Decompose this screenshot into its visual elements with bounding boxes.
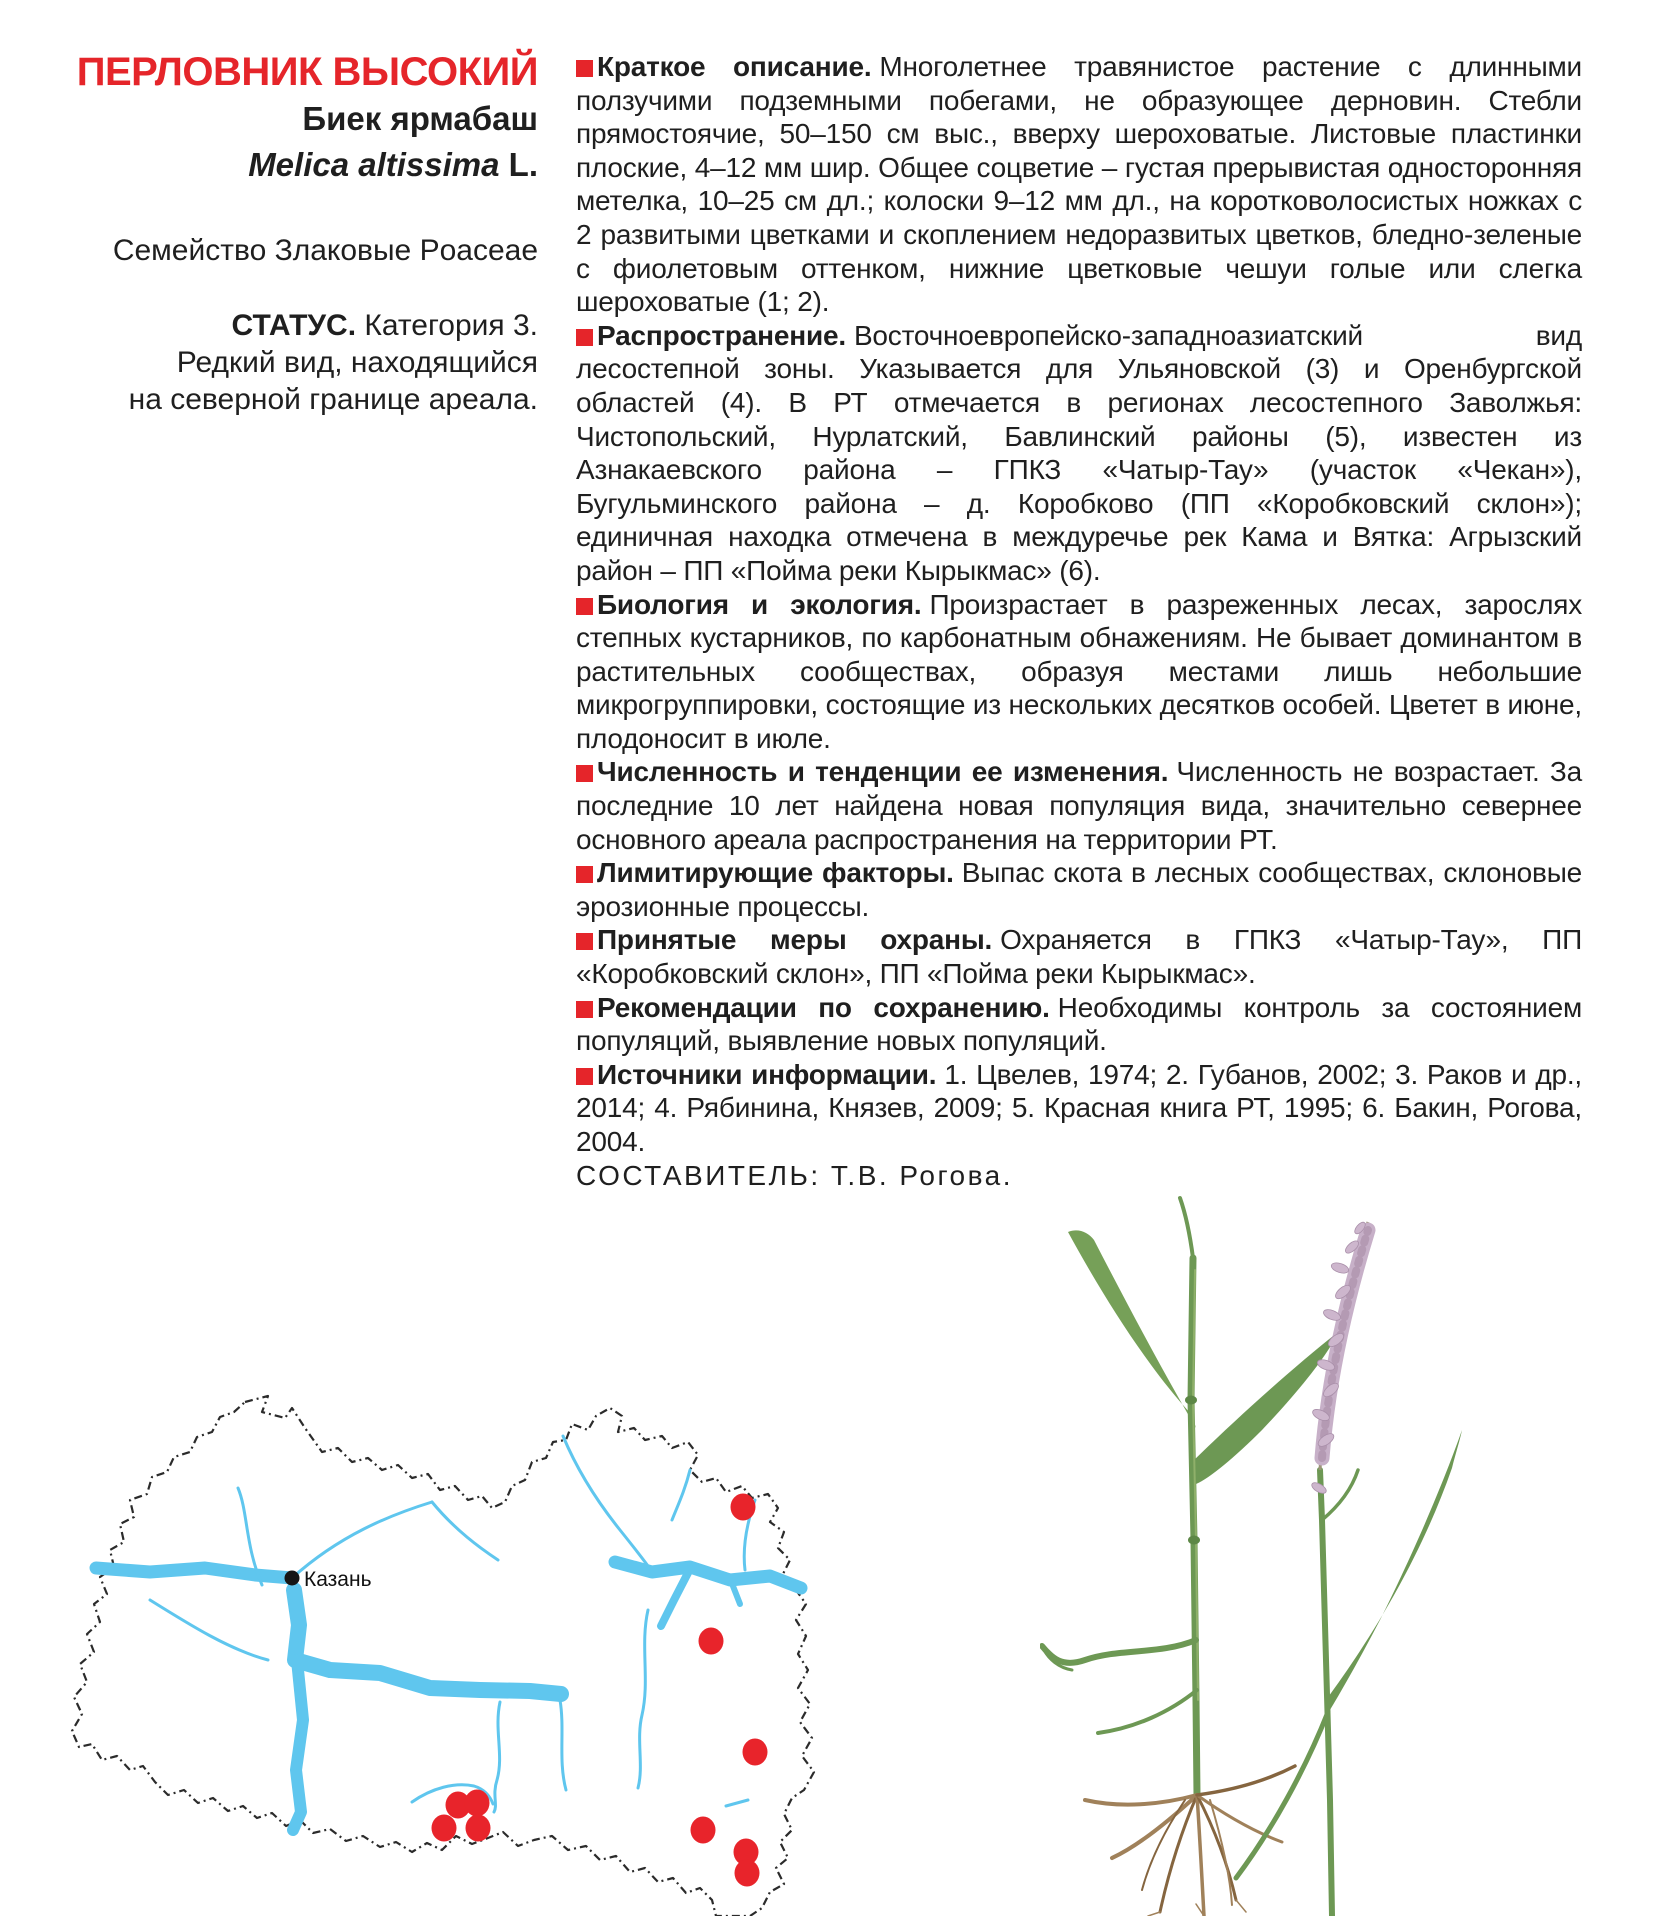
distribution-map: [60, 1388, 822, 1916]
section-distribution: [576, 319, 1582, 588]
status-line3: на северной границе ареала.: [128, 383, 538, 416]
family-line: Семейство Злаковые Poaceae: [112, 234, 538, 267]
section-protection-measures: [576, 923, 1582, 990]
status-line2: Редкий вид, находящийся: [176, 346, 538, 379]
section-population: [576, 755, 1582, 856]
section-bullet-icon: [576, 765, 593, 782]
status-label: СТАТУС.: [231, 309, 357, 342]
section-bullet-icon: [576, 1001, 593, 1018]
section-bullet-icon: [576, 60, 593, 77]
occurrence-dot: [432, 1815, 457, 1842]
latin-name-line: [64, 142, 538, 187]
section-text: Выпас скота в лесных сообществах, склоновые эрозионные процессы.: [576, 857, 1582, 922]
section-text: Произрастает в разреженных лесах, зарослях степных кустарников, по карбонатным обнажениям. Не бывает доминантом в растительных сообществах, образуя местами лишь небольшие микрогруппировки, состоящие из нескольких десятков особей. Цветет в июне, плодоносит в июле.: [576, 588, 1582, 754]
compiler-line: СОСТАВИТЕЛЬ: Т.В. Рогова.: [576, 1159, 1014, 1191]
section-limiting-factors: [576, 856, 1582, 923]
section-text: Необходимы контроль за состоянием популяций, выявление новых популяций.: [576, 991, 1582, 1057]
occurrence-dot: [465, 1790, 490, 1817]
section-title: Принятые меры охраны.: [597, 924, 993, 956]
section-title: Лимитирующие факторы.: [597, 857, 954, 889]
tatar-name: Биек ярмабаш: [302, 100, 538, 137]
section-bullet-icon: [576, 598, 593, 615]
status-line1: [64, 307, 538, 344]
city-label: Казань: [304, 1568, 372, 1591]
left-plant: [1042, 1198, 1338, 1916]
section-text: Многолетнее травянистое растение с длинными ползучими подземными побегами, не образующее дерновин. Стебли прямостоячие, 50–150 см выс., вверху шероховатые. Листовые пластинки плоские, 4–12 мм шир. Общее соцветие – густая прерывистая односторонняя метелка, 10–25 см дл.; колоски 9–12 мм дл., на коротковолосистых ножках с 2 развитыми цветками и скоплением недоразвитых цветков, бледно-зеленые с фиолетовым оттенком, нижние цветковые чешуи голые или слегка шероховатые (1; 2).: [576, 51, 1582, 318]
latin-author: L.: [499, 146, 538, 183]
section-title: Распространение.: [597, 319, 846, 351]
rivers-and-reservoirs: [96, 1436, 801, 1830]
occurrence-dot: [699, 1628, 724, 1655]
status-block: [64, 307, 538, 418]
section-text: Охраняется в ГПКЗ «Чатыр-Тау», ПП «Коробковский склон», ПП «Пойма реки Кырыкмас».: [576, 924, 1582, 990]
page-title: ПЕРЛОВНИК ВЫСОКИЙ: [76, 50, 538, 94]
section-title: Источники информации.: [597, 1058, 937, 1090]
occurrence-dot: [735, 1860, 760, 1887]
occurrence-dot: [731, 1494, 756, 1521]
section-bullet-icon: [576, 329, 593, 346]
occurrence-dot: [466, 1815, 491, 1842]
species-description: [576, 50, 1582, 1192]
latin-name: Melica altissima: [248, 146, 500, 183]
status-value: Категория 3.: [356, 309, 538, 342]
right-plant: [1236, 1220, 1462, 1916]
species-header: [64, 48, 538, 418]
section-text: 1. Цвелев, 1974; 2. Губанов, 2002; 3. Раков и др., 2014; 4. Рябинина, Князев, 2009; 5. Красная книга РТ, 1995; 6. Бакин, Рогова, 2004.: [576, 1058, 1583, 1157]
section-recommendations: [576, 991, 1582, 1058]
section-sources: [576, 1058, 1582, 1159]
occurrence-dot: [691, 1817, 716, 1844]
city-dot: [285, 1571, 300, 1586]
section-bullet-icon: [576, 933, 593, 950]
section-title: Рекомендации по сохранению.: [597, 991, 1050, 1023]
section-title: Биология и экология.: [597, 588, 922, 620]
occurrence-dot: [743, 1739, 768, 1766]
section-title: Краткое описание.: [597, 51, 872, 82]
section-brief-description: [576, 50, 1582, 319]
section-text: Численность не возрастает. За последние 10 лет найдена новая популяция вида, значительно севернее основного ареала распространения на территории РТ.: [576, 756, 1582, 855]
section-text: Восточноевропейско-западноазиатский вид лесостепной зоны. Указывается для Ульяновской (3) и Оренбургской областей (4). В РТ отмечается в регионах лесостепного Заволжья: Чистопольский, Нурлатский, Бавлинский районы (5), известен из Азнакаевского района – ГПКЗ «Чатыр-Тау» (участок «Чекан»), Бугульминского района – д. Коробково (ПП «Коробковский склон»); единичная находка отмечена в междуречье рек Кама и Вятка: Агрызский район – ПП «Пойма реки Кырыкмас» (6).: [576, 319, 1582, 586]
section-title: Численность и тенденции ее изменения.: [597, 756, 1169, 788]
section-bullet-icon: [576, 1068, 593, 1085]
section-biology-ecology: [576, 588, 1582, 756]
plant-illustration: [1040, 1180, 1480, 1916]
section-bullet-icon: [576, 866, 593, 883]
